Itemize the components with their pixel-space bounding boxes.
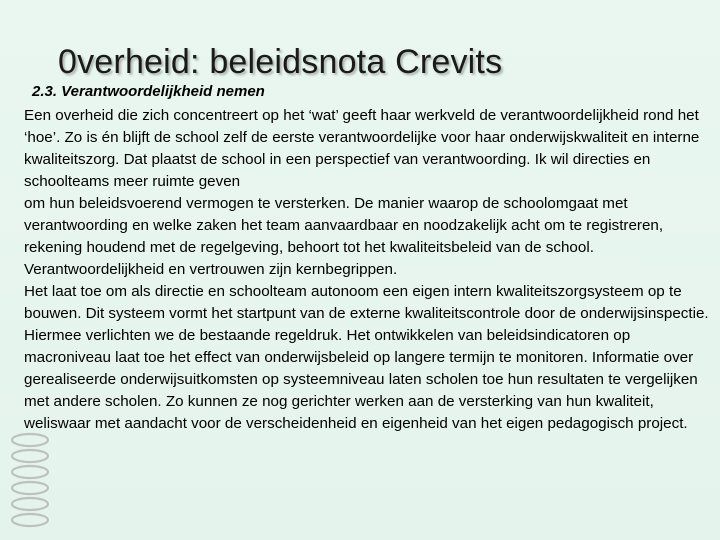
body-text xyxy=(24,105,714,435)
spiral-ring xyxy=(12,514,48,526)
spiral-ring xyxy=(12,482,48,494)
spiral-ring xyxy=(12,450,48,462)
spiral-binding-decoration xyxy=(0,430,70,540)
paragraph-1: Een overheid die zich concentreert op het ‘wat’ geeft haar werkveld de verantwoordelijkheid rond het ‘hoe’. Zo is én blijft de school zelf de eerste verantwoordelijke voor haar onderwijskwaliteit en interne kwaliteitszorg. Dat plaatst de school in een perspectief van verantwoording. Ik wil directies en schoolteams meer ruimte geven xyxy=(24,107,700,190)
spiral-ring xyxy=(12,434,48,446)
slide-title: 0verheid: beleidsnota Crevits xyxy=(58,43,503,81)
spiral-ring xyxy=(12,498,48,510)
spiral-ring xyxy=(12,466,48,478)
paragraph-3: Het laat toe om als directie en schoolteam autonoom een eigen intern kwaliteitszorgsysteem op te bouwen. Dit systeem vormt het startpunt van de externe kwaliteitscontrole door de onderwijsinspectie. Hiermee verlichten we de bestaande regeldruk. Het ontwikkelen van beleidsindicatoren op macroniveau laat toe het effect van onderwijsbeleid op langere termijn te monitoren. Informatie over gerealiseerde onderwijsuitkomsten op systeemniveau laten scholen toe hun resultaten te vergelijken met andere scholen. Zo kunnen ze nog gerichter werken aan de versterking van hun kwaliteit, weliswaar met aandacht voor de verscheidenheid en eigenheid van het eigen pedagogisch project. xyxy=(24,283,709,432)
slide-subtitle: 2.3. Verantwoordelijkheid nemen xyxy=(32,83,265,100)
paragraph-2: om hun beleidsvoerend vermogen te versterken. De manier waarop de schoolomgaat met verantwoording en welke zaken het team aanvaardbaar en noodzakelijk acht om te registreren, rekening houdend met de regelgeving, behoort tot het kwaliteitsbeleid van de school. Verantwoordelijkheid en vertrouwen zijn kernbegrippen. xyxy=(24,195,664,278)
